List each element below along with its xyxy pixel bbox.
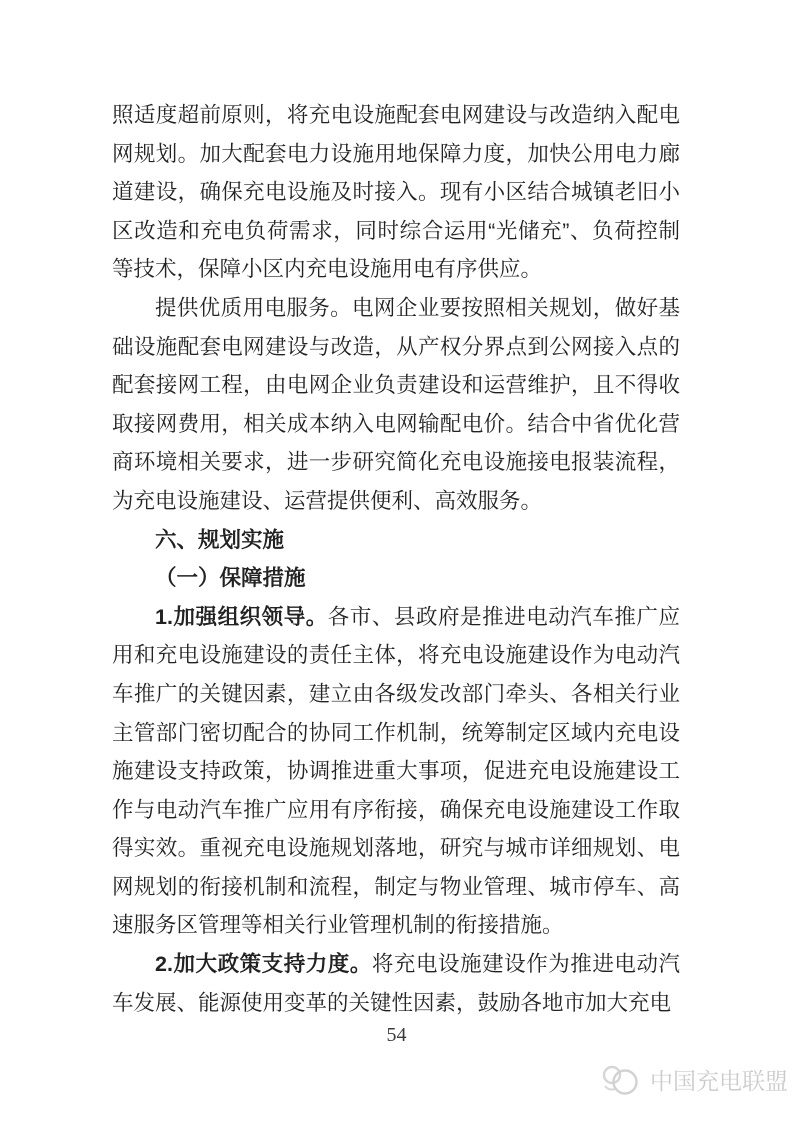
paragraph-continued	[112, 96, 680, 289]
heading-text: （一）保障措施	[155, 566, 306, 591]
text-run: 提供优质用电服务。电网企业要按照相关规划，做好基础设施配套电网建设与改造，从产权分界点到公网接入点的配套接网工程，由电网企业负责建设和运营维护，且不得收取接网费用，相关成本纳入电网输配电价。结合中省优化营商环境相关要求，进一步研究简化充电设施接电报装流程，为充电设施建设、运营提供便利、高效服务。	[112, 295, 680, 513]
watermark-label: 中国充电联盟	[650, 1068, 788, 1094]
paragraph	[112, 945, 680, 1022]
section-heading	[112, 521, 680, 560]
item-lead-text: 2.加大政策支持力度。	[155, 952, 372, 977]
charging-alliance-logo-icon	[599, 1064, 643, 1098]
page-number: 54	[386, 1024, 407, 1046]
item-lead-text: 1.加强组织领导。	[155, 604, 328, 629]
paragraph	[112, 598, 680, 945]
text-run: 各市、县政府是推进电动汽车推广应用和充电设施建设的责任主体，将充电设施建设作为电动汽车推广的关键因素，建立由各级发改部门牵头、各相关行业主管部门密切配合的协同工作机制，统筹制定区域内充电设施建设支持政策，协调推进重大事项，促进充电设施建设工作与电动汽车推广应用有序衔接，确保充电设施建设工作取得实效。重视充电设施规划落地，研究与城市详细规划、电网规划的衔接机制和流程，制定与物业管理、城市停车、高速服务区管理等相关行业管理机制的衔接措施。	[112, 604, 680, 938]
text-run: 将充电设施建设作为推进电动汽车发展、能源使用变革的关键性因素，鼓励各地市加大充电	[112, 952, 680, 1015]
text-run: 照适度超前原则，将充电设施配套电网建设与改造纳入配电网规划。加大配套电力设施用地保障力度，加快公用电力廊道建设，确保充电设施及时接入。现有小区结合城镇老旧小区改造和充电负荷需求，同时综合运用“光储充”、负荷控制等技术，保障小区内充电设施用电有序供应。	[112, 103, 680, 282]
paragraph	[112, 289, 680, 521]
watermark	[599, 1064, 788, 1098]
heading-text: 六、规划实施	[155, 527, 285, 552]
subsection-heading	[112, 559, 680, 598]
document-body	[112, 96, 680, 1022]
